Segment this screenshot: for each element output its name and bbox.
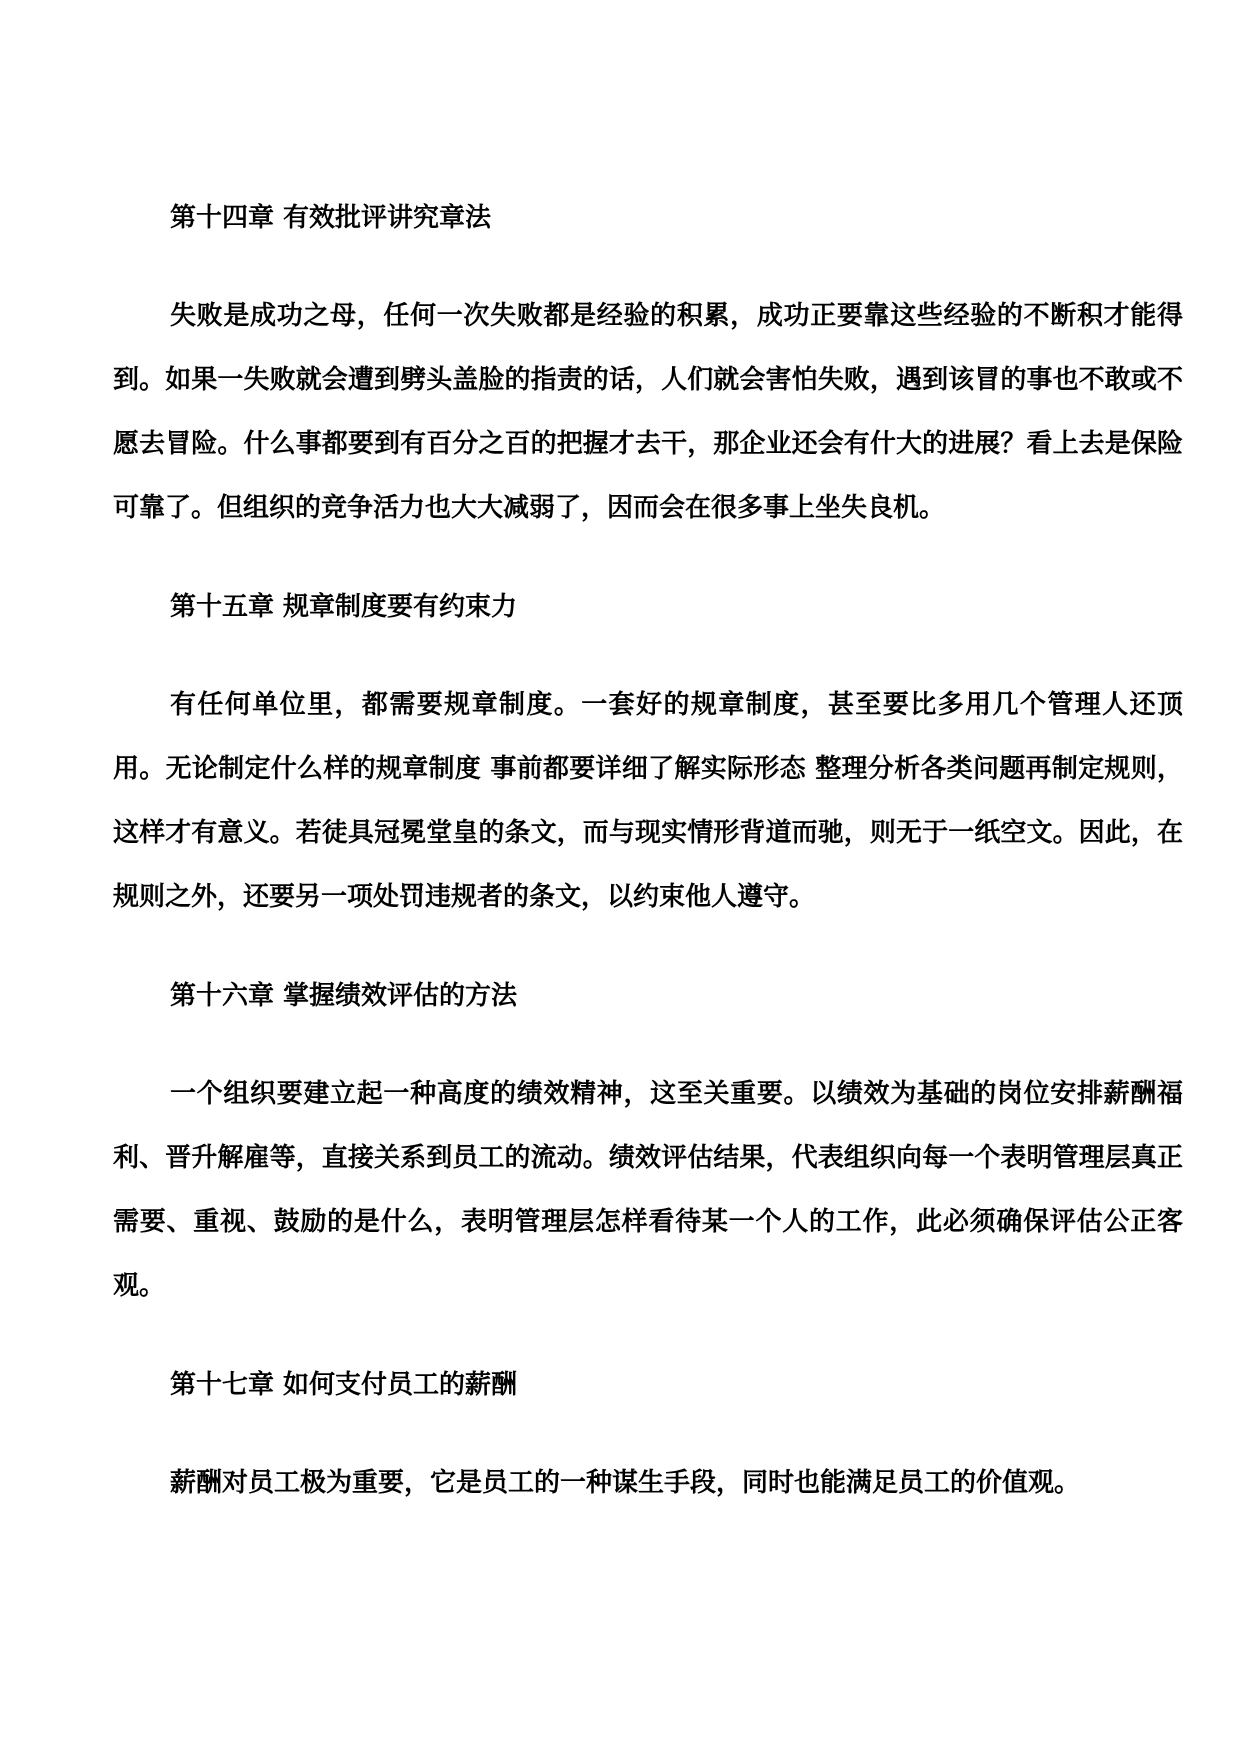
chapter-15-section [113, 575, 1183, 929]
chapter-14-heading: 第十四章 有效批评讲究章法 [170, 203, 492, 233]
chapter-17-heading: 第十七章 如何支付员工的薪酬 [170, 1370, 518, 1400]
chapter-17-paragraph: 薪酬对员工极为重要，它是员工的一种谋生手段，同时也能满足员工的价值观。 [170, 1468, 1081, 1498]
chapter-17-section [113, 1353, 1183, 1515]
document-body [113, 186, 1183, 1550]
chapter-15-paragraph: 有任何单位里，都需要规章制度。一套好的规章制度，甚至要比多用几个管理人还顶用。无论制定什么样的规章制度 事前都要详细了解实际形态 整理分析各类问题再制定规则，这样才有意义。若徒具冠冕堂皇的条文，而与现实情形背道而驰，则无于一纸空文。因此，在规则之外，还要另一项处罚违规者的条文，以约束他人遵守。 [113, 690, 1183, 912]
chapter-16-heading: 第十六章 掌握绩效评估的方法 [170, 981, 518, 1011]
chapter-15-heading: 第十五章 规章制度要有约束力 [170, 592, 518, 622]
chapter-16-paragraph: 一个组织要建立起一种高度的绩效精神，这至关重要。以绩效为基础的岗位安排薪酬福利、晋升解雇等，直接关系到员工的流动。绩效评估结果，代表组织向每一个表明管理层真正需要、重视、鼓励的是什么，表明管理层怎样看待某一个人的工作，此必须确保评估公正客观。 [113, 1079, 1183, 1301]
chapter-14-paragraph: 失败是成功之母，任何一次失败都是经验的积累，成功正要靠这些经验的不断积才能得到。如果一失败就会遭到劈头盖脸的指责的话，人们就会害怕失败，遇到该冒的事也不敢或不愿去冒险。什么事都要到有百分之百的把握才去干，那企业还会有什大的进展？看上去是保险可靠了。但组织的竞争活力也大大减弱了，因而会在很多事上坐失良机。 [113, 301, 1183, 523]
chapter-14-section [113, 186, 1183, 540]
chapter-16-section [113, 964, 1183, 1318]
